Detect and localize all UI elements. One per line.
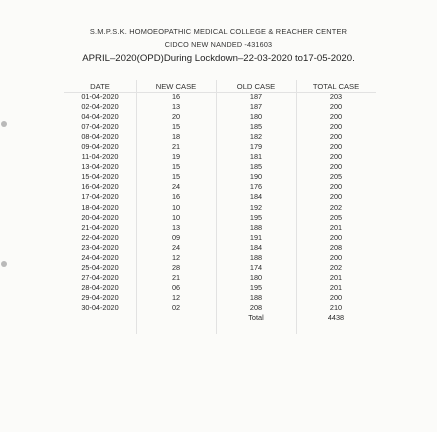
institution-location: CIDCO NEW NANDED -431603 bbox=[164, 40, 273, 49]
old-case-cell: 188 bbox=[249, 292, 263, 302]
new-case-cell: 15 bbox=[171, 172, 181, 182]
table-row bbox=[64, 243, 376, 253]
date-cell: 20-04-2020 bbox=[81, 212, 119, 222]
date-cell: 17-04-2020 bbox=[81, 192, 119, 202]
old-case-cell: 184 bbox=[249, 192, 263, 202]
date-cell: 23-04-2020 bbox=[81, 242, 119, 252]
new-case-cell: 10 bbox=[171, 212, 181, 222]
table-row bbox=[64, 263, 376, 273]
total-case-cell: 200 bbox=[329, 252, 343, 262]
old-case-cell: 174 bbox=[249, 262, 263, 272]
old-case-cell: 191 bbox=[249, 232, 263, 242]
punch-hole-mark bbox=[1, 261, 7, 267]
table-row bbox=[64, 152, 376, 162]
new-case-cell: 12 bbox=[171, 252, 181, 262]
new-case-cell: 16 bbox=[171, 192, 181, 202]
date-cell: 27-04-2020 bbox=[81, 272, 119, 282]
total-case-cell: 202 bbox=[329, 202, 343, 212]
total-case-cell: 200 bbox=[329, 112, 343, 122]
total-case-cell: 200 bbox=[329, 142, 343, 152]
table-row bbox=[64, 253, 376, 263]
old-case-cell: 180 bbox=[249, 112, 263, 122]
new-case-cell: 16 bbox=[171, 92, 181, 102]
table-total-row bbox=[64, 313, 376, 323]
new-case-cell: 12 bbox=[171, 292, 181, 302]
report-title: APRIL–2020(OPD)During Lockdown–22-03-2020 to17-05-2020. bbox=[82, 53, 355, 64]
old-case-cell: 190 bbox=[249, 172, 263, 182]
date-cell: 11-04-2020 bbox=[81, 152, 119, 162]
old-case-cell: 195 bbox=[249, 212, 263, 222]
date-cell: 25-04-2020 bbox=[81, 262, 119, 272]
total-case-cell: 200 bbox=[329, 162, 343, 172]
date-cell: 02-04-2020 bbox=[81, 102, 119, 112]
date-cell: 07-04-2020 bbox=[81, 122, 119, 132]
old-case-cell: 185 bbox=[249, 122, 263, 132]
old-case-cell: 192 bbox=[249, 202, 263, 212]
date-cell: 09-04-2020 bbox=[81, 142, 119, 152]
table-row bbox=[64, 102, 376, 112]
table-row bbox=[64, 182, 376, 192]
new-case-cell: 21 bbox=[171, 272, 181, 282]
old-case-cell: 195 bbox=[249, 282, 263, 292]
table-row bbox=[64, 223, 376, 233]
table-row bbox=[64, 303, 376, 313]
date-cell: 13-04-2020 bbox=[81, 162, 119, 172]
total-case-cell: 208 bbox=[329, 242, 343, 252]
date-cell: 15-04-2020 bbox=[81, 172, 119, 182]
opd-case-table bbox=[64, 80, 376, 323]
date-cell: 24-04-2020 bbox=[81, 252, 119, 262]
new-case-cell: 09 bbox=[171, 232, 181, 242]
old-case-cell: 185 bbox=[249, 162, 263, 172]
table-row bbox=[64, 172, 376, 182]
total-case-cell: 200 bbox=[329, 182, 343, 192]
table-row bbox=[64, 233, 376, 243]
column-header-date: DATE bbox=[90, 81, 110, 91]
date-cell: 04-04-2020 bbox=[81, 112, 119, 122]
new-case-cell: 24 bbox=[171, 242, 181, 252]
date-cell: 18-04-2020 bbox=[81, 202, 119, 212]
total-case-cell: 210 bbox=[329, 303, 343, 312]
total-value: 4438 bbox=[327, 313, 345, 323]
total-label: Total bbox=[248, 313, 264, 323]
column-header-old-case: OLD CASE bbox=[236, 81, 276, 91]
new-case-cell: 10 bbox=[171, 202, 181, 212]
date-cell: 22-04-2020 bbox=[81, 232, 119, 242]
new-case-cell: 28 bbox=[171, 262, 181, 272]
old-case-cell: 179 bbox=[249, 142, 263, 152]
new-case-cell: 15 bbox=[171, 122, 181, 132]
total-case-cell: 201 bbox=[329, 282, 343, 292]
total-case-cell: 200 bbox=[329, 122, 343, 132]
column-header-total-case: TOTAL CASE bbox=[312, 81, 360, 91]
punch-hole-mark bbox=[1, 121, 7, 127]
total-case-cell: 200 bbox=[329, 132, 343, 142]
date-cell: 30-04-2020 bbox=[81, 303, 119, 312]
table-row bbox=[64, 112, 376, 122]
old-case-cell: 188 bbox=[249, 252, 263, 262]
institution-name: S.M.P.S.K. HOMOEOPATHIC MEDICAL COLLEGE & REACHER CENTER bbox=[89, 27, 348, 36]
total-case-cell: 200 bbox=[329, 292, 343, 302]
new-case-cell: 21 bbox=[171, 142, 181, 152]
total-case-cell: 201 bbox=[329, 272, 343, 282]
old-case-cell: 182 bbox=[249, 132, 263, 142]
table-header-row bbox=[64, 80, 376, 92]
new-case-cell: 19 bbox=[171, 152, 181, 162]
table-row bbox=[64, 283, 376, 293]
old-case-cell: 184 bbox=[249, 242, 263, 252]
table-row bbox=[64, 122, 376, 132]
total-case-cell: 203 bbox=[329, 92, 343, 102]
total-case-cell: 200 bbox=[329, 232, 343, 242]
new-case-cell: 13 bbox=[171, 222, 181, 232]
total-case-cell: 200 bbox=[329, 152, 343, 162]
date-cell: 08-04-2020 bbox=[81, 132, 119, 142]
new-case-cell: 02 bbox=[171, 303, 181, 312]
old-case-cell: 208 bbox=[249, 303, 263, 312]
date-cell: 29-04-2020 bbox=[81, 292, 119, 302]
table-row bbox=[64, 92, 376, 102]
table-row bbox=[64, 132, 376, 142]
total-case-cell: 200 bbox=[329, 192, 343, 202]
total-case-cell: 202 bbox=[329, 262, 343, 272]
total-case-cell: 205 bbox=[329, 172, 343, 182]
new-case-cell: 24 bbox=[171, 182, 181, 192]
total-case-cell: 205 bbox=[329, 212, 343, 222]
old-case-cell: 181 bbox=[249, 152, 263, 162]
table-row bbox=[64, 192, 376, 202]
new-case-cell: 06 bbox=[171, 282, 181, 292]
new-case-cell: 15 bbox=[171, 162, 181, 172]
old-case-cell: 187 bbox=[249, 92, 263, 102]
date-cell: 21-04-2020 bbox=[81, 222, 119, 232]
table-row bbox=[64, 273, 376, 283]
old-case-cell: 188 bbox=[249, 222, 263, 232]
table-row bbox=[64, 213, 376, 223]
table-row bbox=[64, 142, 376, 152]
date-cell: 28-04-2020 bbox=[81, 282, 119, 292]
total-case-cell: 201 bbox=[329, 222, 343, 232]
date-cell: 16-04-2020 bbox=[81, 182, 119, 192]
table-row bbox=[64, 293, 376, 303]
new-case-cell: 13 bbox=[171, 102, 181, 112]
column-header-new-case: NEW CASE bbox=[155, 81, 197, 91]
table-row bbox=[64, 162, 376, 172]
date-cell: 01-04-2020 bbox=[81, 92, 119, 102]
total-case-cell: 200 bbox=[329, 102, 343, 112]
old-case-cell: 180 bbox=[249, 272, 263, 282]
old-case-cell: 176 bbox=[249, 182, 263, 192]
old-case-cell: 187 bbox=[249, 102, 263, 112]
table-row bbox=[64, 203, 376, 213]
new-case-cell: 18 bbox=[171, 132, 181, 142]
new-case-cell: 20 bbox=[171, 112, 181, 122]
